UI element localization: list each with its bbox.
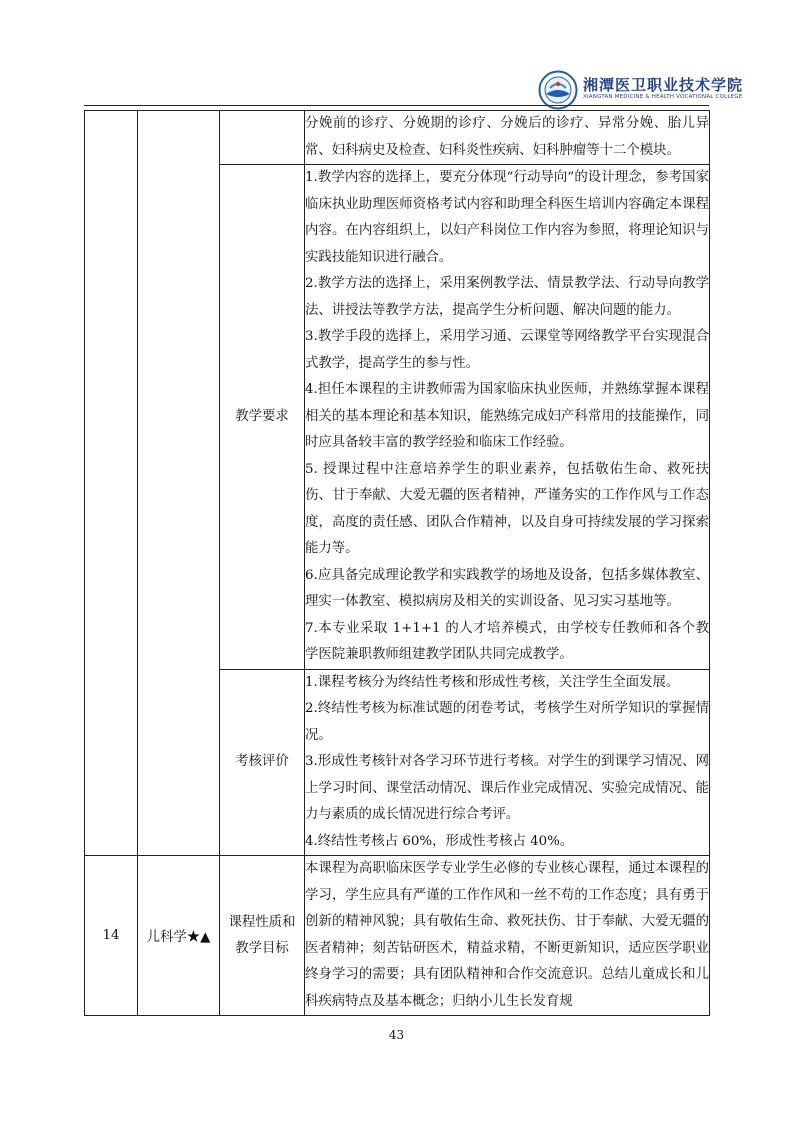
table-row <box>85 111 710 165</box>
course-nature-content <box>305 856 710 1016</box>
list-item: 2.教学方法的选择上，采用案例教学法、情景教学法、行动导向教学法、讲授法等教学方法，提高学生分析问题、解决问题的能力。 <box>305 276 709 318</box>
list-item: 3.形成性考核针对各学习环节进行考核。对学生的到课学习情况、网上学习时间、课堂活动情况、课后作业完成情况、实验完成情况、能力与素质的成长情况进行综合考评。 <box>305 754 709 822</box>
list-item: 1.课程考核分为终结性考核和形成性考核，关注学生全面发展。 <box>305 674 680 690</box>
assessment-label: 考核评价 <box>220 669 305 856</box>
course-name: 儿科学★▲ <box>138 856 220 1016</box>
teaching-req-label: 教学要求 <box>220 165 305 670</box>
list-item: 1.教学内容的选择上，要充分体现“行动导向”的设计理念，参考国家临床执业助理医师资格考试内容和助理全科医生培训内容确定本课程内容。在内容组织上，以妇产科岗位工作内容为参照，将理论知识与实践技能知识进行融合。 <box>305 170 709 265</box>
course-table <box>84 110 710 1016</box>
college-name-en: XIANGTAN MEDICINE & HEALTH VOCATIONAL COLLEGE <box>583 94 743 100</box>
module-text: 分娩前的诊疗、分娩期的诊疗、分娩后的诊疗、异常分娩、胎儿异常、妇科病史及检查、妇科炎性疾病、妇科肿瘤等十二个模块。 <box>305 116 709 158</box>
table-row <box>85 856 710 1016</box>
assessment-content <box>305 669 710 856</box>
page-number: 43 <box>388 1028 405 1042</box>
course-nature-label: 课程性质和教学目标 <box>220 856 305 1016</box>
teaching-req-content <box>305 165 710 670</box>
course-nature-text: 本课程为高职临床医学专业学生必修的专业核心课程，通过本课程的学习，学生应具有严谨的工作作风和一丝不苟的工作态度；具有勇于创新的精神风貌；具有敬佑生命、救死扶伤、甘于奉献、大爱无疆的医者精神；刻苦钻研医术，精益求精，不断更新知识，适应医学职业终身学习的需要；具有团队精神和合作交流意识。总结儿童成长和儿科疾病特点及基本概念；归纳小儿生长发育规 <box>305 861 709 1009</box>
list-item: 7.本专业采取 1+1+1 的人才培养模式，由学校专任教师和各个教学医院兼职教师组建教学团队共同完成教学。 <box>305 620 709 662</box>
module-text-cell <box>305 111 710 165</box>
course-number: 14 <box>85 856 138 1016</box>
list-item: 4.终结性考核占 60%，形成性考核占 40%。 <box>305 833 574 849</box>
number-cell <box>85 111 138 856</box>
college-name: 湘潭医卫职业技术学院 <box>583 76 744 94</box>
list-item: 3.教学手段的选择上，采用学习通、云课堂等网络教学平台实现混合式教学，提高学生的参与性。 <box>305 329 709 371</box>
label-cell <box>220 111 305 165</box>
course-name-cell <box>138 111 220 856</box>
college-logo <box>538 70 578 110</box>
list-item: 4.担任本课程的主讲教师需为国家临床执业医师，并熟练掌握本课程相关的基本理论和基本知识，能熟练完成妇产科常用的技能操作，同时应具备较丰富的教学经验和临床工作经验。 <box>305 382 709 450</box>
header-rule <box>84 105 709 106</box>
list-item: 5. 授课过程中注意培养学生的职业素养，包括敬佑生命、救死扶伤、甘于奉献、大爱无疆的医者精神，严谨务实的工作作风与工作态度，高度的责任感、团队合作精神，以及自身可持续发展的学习探索能力等。 <box>305 461 709 556</box>
list-item: 2.终结性考核为标准试题的闭卷考试，考核学生对所学知识的掌握情况。 <box>305 701 709 743</box>
list-item: 6.应具备完成理论教学和实践教学的场地及设备，包括多媒体教室、理实一体教室、模拟病房及相关的实训设备、见习实习基地等。 <box>305 567 709 609</box>
